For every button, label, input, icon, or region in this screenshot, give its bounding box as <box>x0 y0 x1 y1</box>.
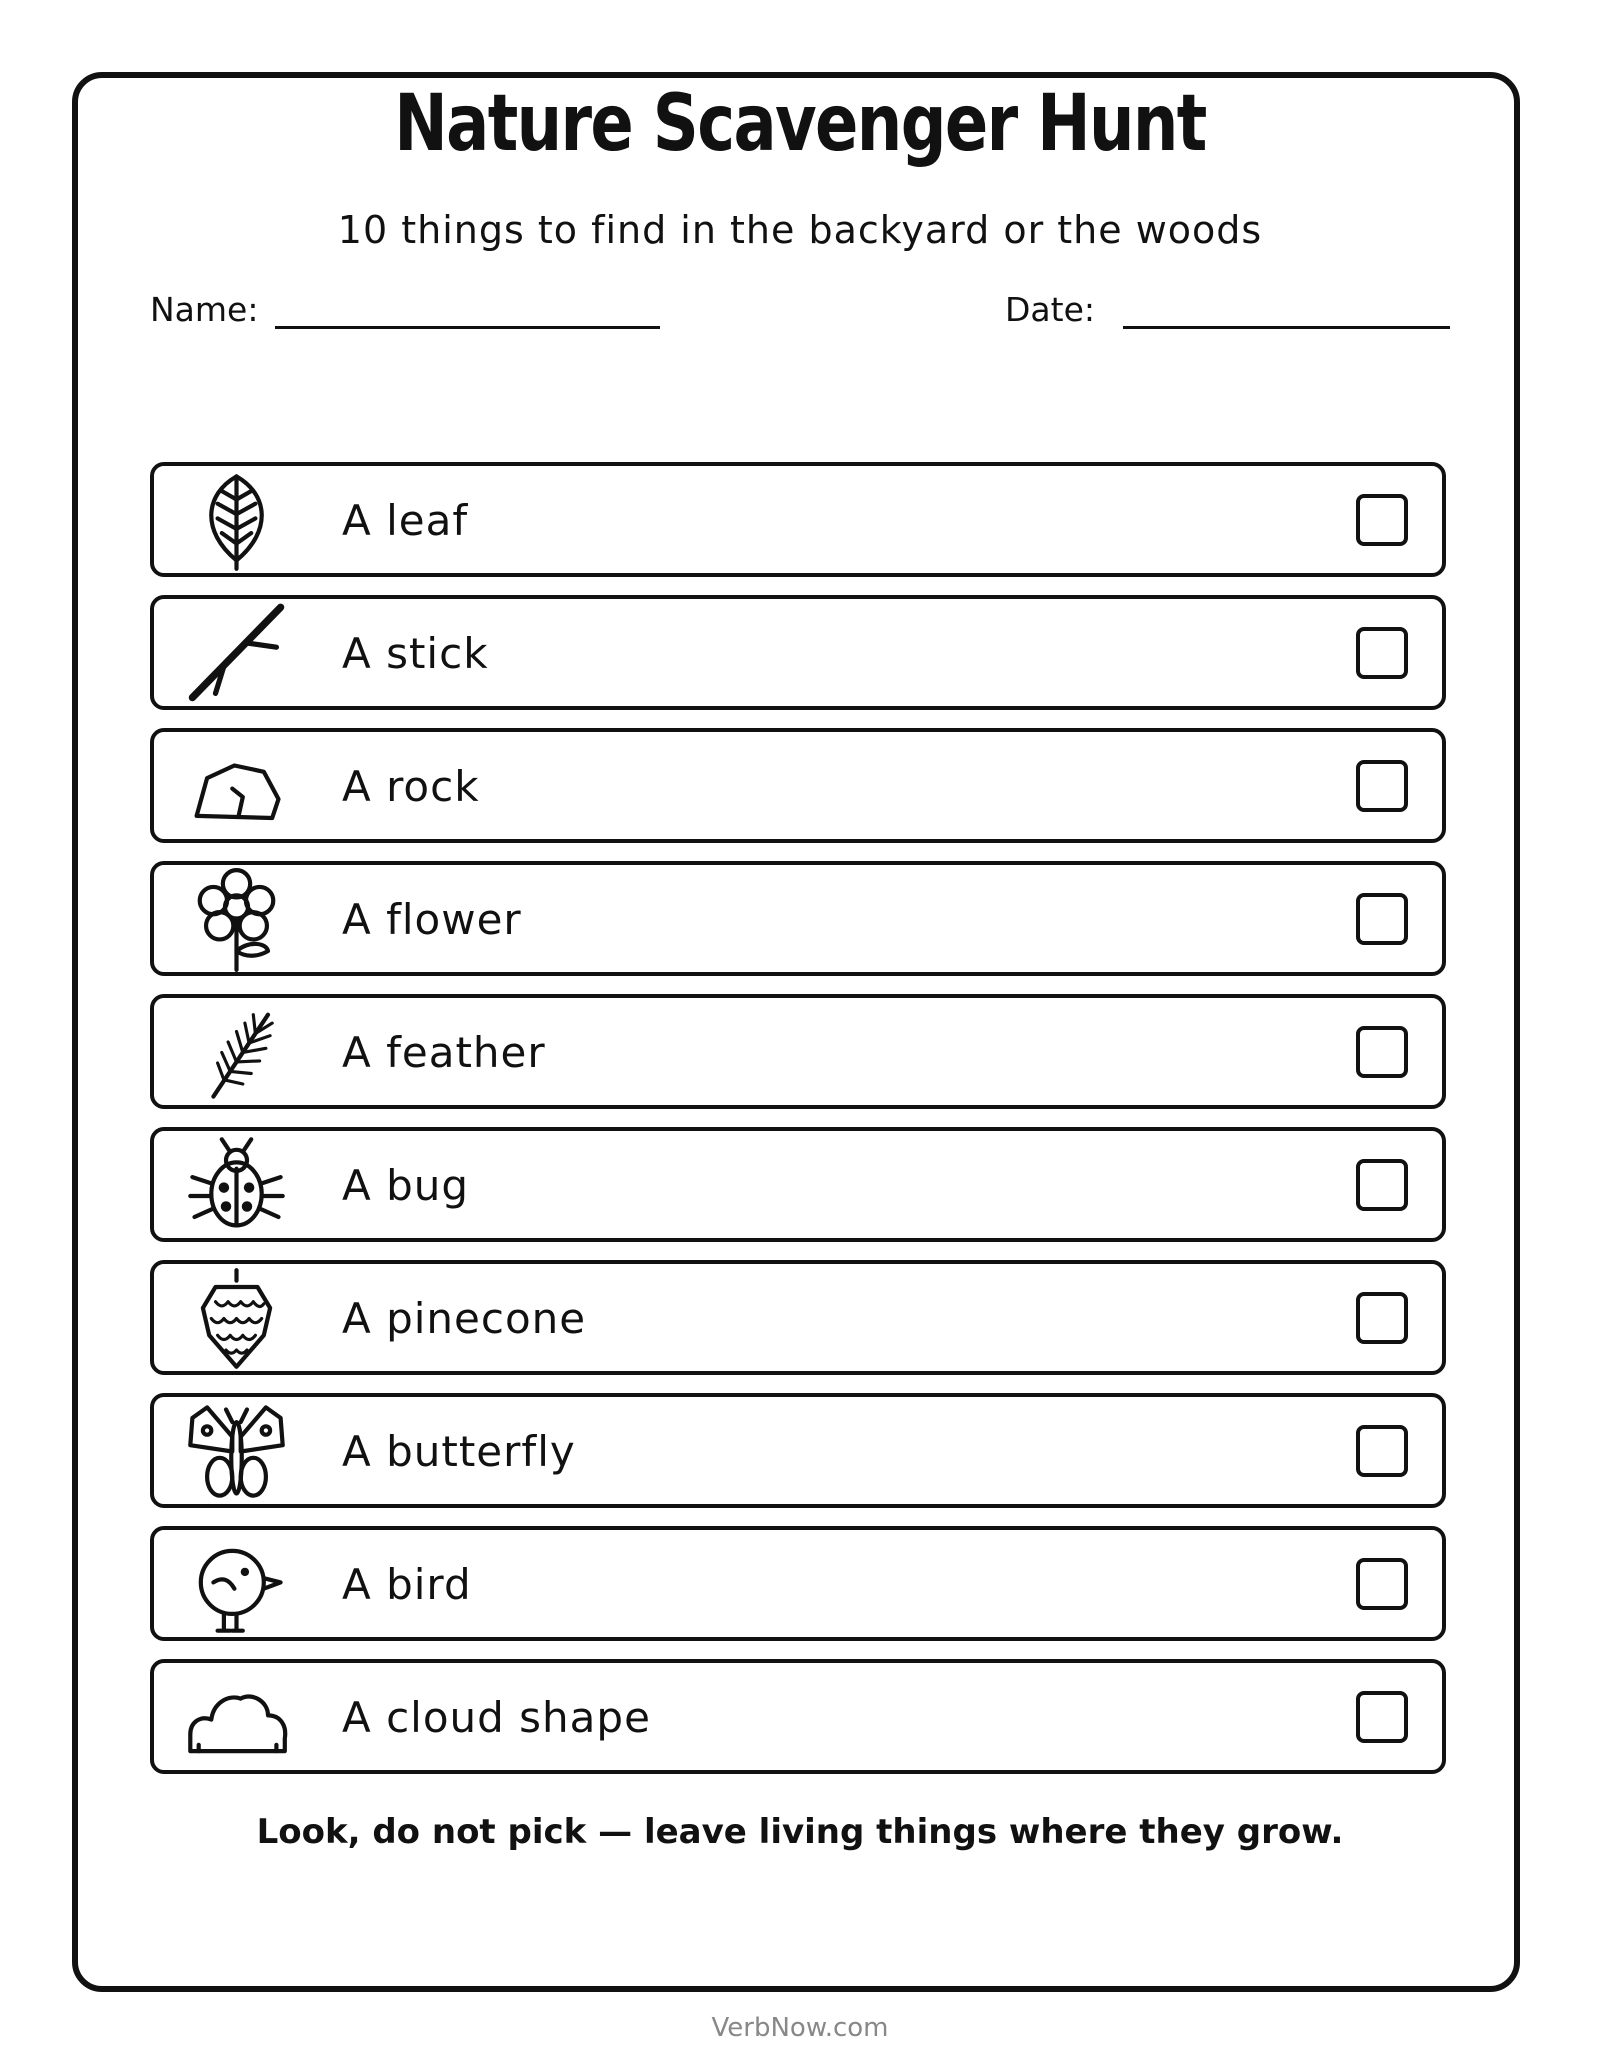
list-item <box>150 462 1446 577</box>
list-item <box>150 1260 1446 1375</box>
item-checkbox[interactable] <box>1356 627 1408 679</box>
list-item <box>150 1127 1446 1242</box>
item-label: A rock <box>342 762 480 811</box>
cloud-icon <box>184 1665 289 1770</box>
item-label: A stick <box>342 629 489 678</box>
feather-icon <box>184 1000 289 1105</box>
date-field[interactable] <box>1123 326 1450 329</box>
date-label: Date: <box>1005 290 1095 329</box>
list-item <box>150 1526 1446 1641</box>
item-label: A butterfly <box>342 1427 576 1476</box>
pinecone-icon <box>184 1266 289 1371</box>
item-label: A bug <box>342 1161 470 1210</box>
list-item <box>150 1393 1446 1508</box>
bird-icon <box>184 1532 289 1637</box>
list-item <box>150 728 1446 843</box>
item-label: A cloud shape <box>342 1693 651 1742</box>
item-checkbox[interactable] <box>1356 893 1408 945</box>
item-checkbox[interactable] <box>1356 760 1408 812</box>
item-checkbox[interactable] <box>1356 1292 1408 1344</box>
butterfly-icon <box>184 1399 289 1504</box>
item-checkbox[interactable] <box>1356 1026 1408 1078</box>
item-checkbox[interactable] <box>1356 1425 1408 1477</box>
watermark: VerbNow.com <box>711 2013 889 2043</box>
item-label: A bird <box>342 1560 472 1609</box>
name-field[interactable] <box>275 326 660 329</box>
flower-icon <box>184 867 289 972</box>
name-label: Name: <box>150 290 259 329</box>
item-checkbox[interactable] <box>1356 494 1408 546</box>
list-item <box>150 595 1446 710</box>
item-label: A feather <box>342 1028 546 1077</box>
list-item <box>150 1659 1446 1774</box>
leaf-icon <box>184 468 289 573</box>
item-label: A leaf <box>342 496 469 545</box>
item-label: A flower <box>342 895 522 944</box>
page-title: Nature Scavenger Hunt <box>394 79 1206 169</box>
checklist <box>150 462 1446 1792</box>
list-item <box>150 861 1446 976</box>
bug-icon <box>184 1133 289 1238</box>
item-label: A pinecone <box>342 1294 587 1343</box>
footer-note: Look, do not pick — leave living things where they grow. <box>256 1812 1344 1852</box>
item-checkbox[interactable] <box>1356 1691 1408 1743</box>
item-checkbox[interactable] <box>1356 1558 1408 1610</box>
stick-icon <box>184 601 289 706</box>
rock-icon <box>184 734 289 839</box>
list-item <box>150 994 1446 1109</box>
page-subtitle: 10 things to find in the backyard or the woods <box>337 208 1263 252</box>
item-checkbox[interactable] <box>1356 1159 1408 1211</box>
